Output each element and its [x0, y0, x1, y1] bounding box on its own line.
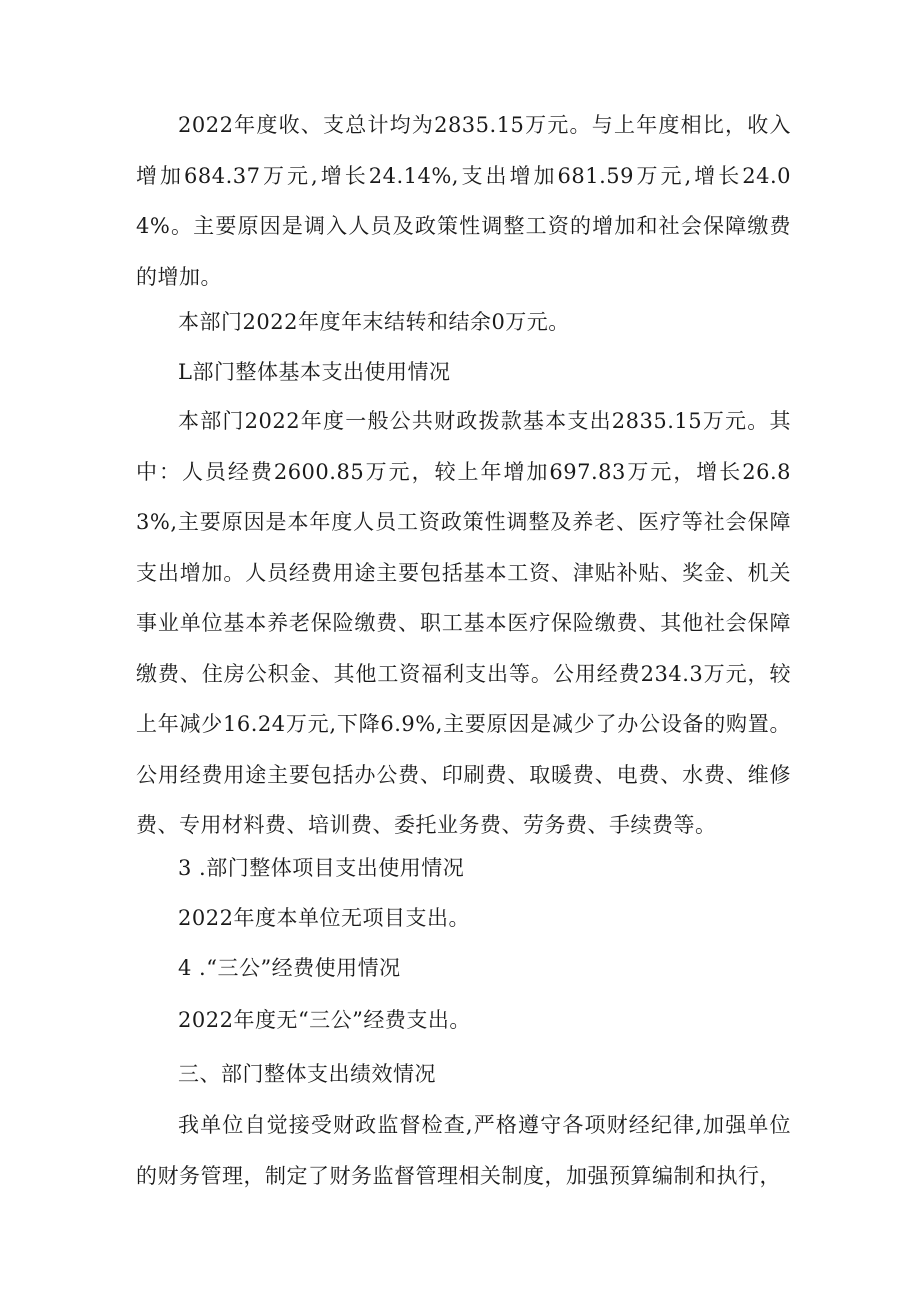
paragraph-three-public-expenses: 2022年度无“三公”经费支出。: [178, 1008, 471, 1032]
heading-project-expenditure: 3 .部门整体项目支出使用情况: [178, 856, 465, 880]
paragraph-budget-totals: 2022年度收、支总计均为2835.15万元。与上年度相比，收入增加684.37万元,增长24.14%,支出增加681.59万元,增长24.04%。主要原因是调入人员及政策性调整工资的增加和社会保障缴费的增加。: [136, 113, 791, 289]
paragraph-project-expenditure: 2022年度本单位无项目支出。: [178, 906, 470, 930]
heading-performance: 三、部门整体支出绩效情况: [178, 1062, 436, 1086]
paragraph-year-end-balance: 本部门2022年度年末结转和结余0万元。: [178, 310, 570, 334]
heading-three-public-expenses: 4 .“三公”经费使用情况: [178, 956, 401, 980]
heading-basic-expenditure: L部门整体基本支出使用情况: [178, 360, 451, 384]
paragraph-performance: 我单位自觉接受财政监督检查,严格遵守各项财经纪律,加强单位的财务管理，制定了财务监督管理相关制度，加强预算编制和执行，: [136, 1113, 791, 1188]
paragraph-basic-expenditure: 本部门2022年度一般公共财政拨款基本支出2835.15万元。其中：人员经费2600.85万元，较上年增加697.83万元，增长26.83%,主要原因是本年度人员工资政策性调整及养老、医疗等社会保障支出增加。人员经费用途主要包括基本工资、津贴补贴、奖金、机关事业单位基本养老保险缴费、职工基本医疗保险缴费、其他社会保障缴费、住房公积金、其他工资福利支出等。公用经费234.3万元，较上年减少16.24万元,下降6.9%,主要原因是减少了办公设备的购置。公用经费用途主要包括办公费、印刷费、取暖费、电费、水费、维修费、专用材料费、培训费、委托业务费、劳务费、手续费等。: [136, 409, 791, 837]
